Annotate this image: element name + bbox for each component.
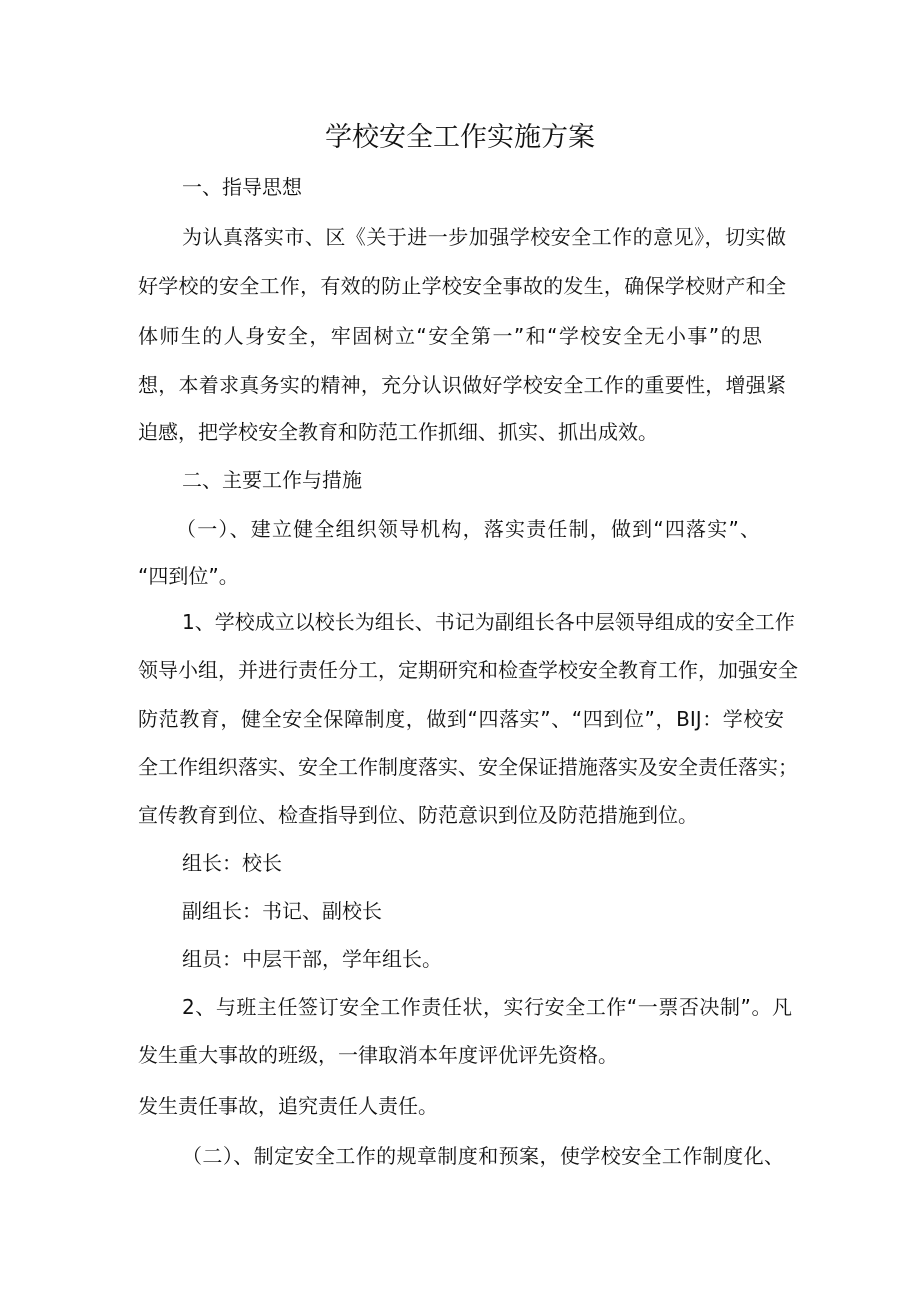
members-line: 组员：中层干部，学年组长。 [182, 947, 442, 971]
paragraph-line: 体师生的人身安全，牢固树立“安全第一”和“学校安全无小事”的思 [138, 324, 762, 348]
document-title: 学校安全工作实施方案 [325, 122, 595, 153]
paragraph-line: 好学校的安全工作，有效的防止学校安全事故的发生，确保学校财产和全 [138, 274, 786, 298]
item-line: 1、学校成立以校长为组长、书记为副组长各中层领导组成的安全工作 [182, 610, 795, 634]
item-line: 2、与班主任签订安全工作责任状，实行安全工作“一票否决制”。凡 [182, 995, 792, 1019]
section-heading-guiding-ideology: 一、指导思想 [182, 175, 302, 199]
item-line: 宣传教育到位、检查指导到位、防范意识到位及防范措施到位。 [138, 803, 698, 827]
item-line: 发生责任事故，追究责任人责任。 [138, 1094, 438, 1118]
item-line: 防范教育，健全安全保障制度，做到“四落实”、“四到位”，BIJ：学校安 [138, 707, 784, 731]
item-line: 发生重大事故的班级，一律取消本年度评优评先资格。 [138, 1043, 618, 1067]
item-line: 领导小组，并进行责任分工，定期研究和检查学校安全教育工作，加强安全 [138, 658, 798, 682]
paragraph-line: 为认真落实市、区《关于进一步加强学校安全工作的意见》，切实做 [182, 225, 786, 249]
subsection-heading: “四到位”。 [138, 564, 239, 588]
subsection-heading: （一）、建立健全组织领导机构，落实责任制，做到“四落实”、 [176, 517, 760, 541]
paragraph-line: 迫感，把学校安全教育和防范工作抓细、抓实、抓出成效。 [138, 420, 658, 444]
subsection-heading: （二）、制定安全工作的规章制度和预案，使学校安全工作制度化、 [182, 1144, 784, 1168]
section-heading-main-work: 二、主要工作与措施 [182, 468, 362, 492]
vice-leader-line: 副组长：书记、副校长 [182, 899, 382, 923]
leader-line: 组长：校长 [182, 851, 282, 875]
item-line: 全工作组织落实、安全工作制度落实、安全保证措施落实及安全责任落实； [138, 755, 798, 779]
paragraph-line: 想，本着求真务实的精神，充分认识做好学校安全工作的重要性，增强紧 [138, 373, 786, 397]
